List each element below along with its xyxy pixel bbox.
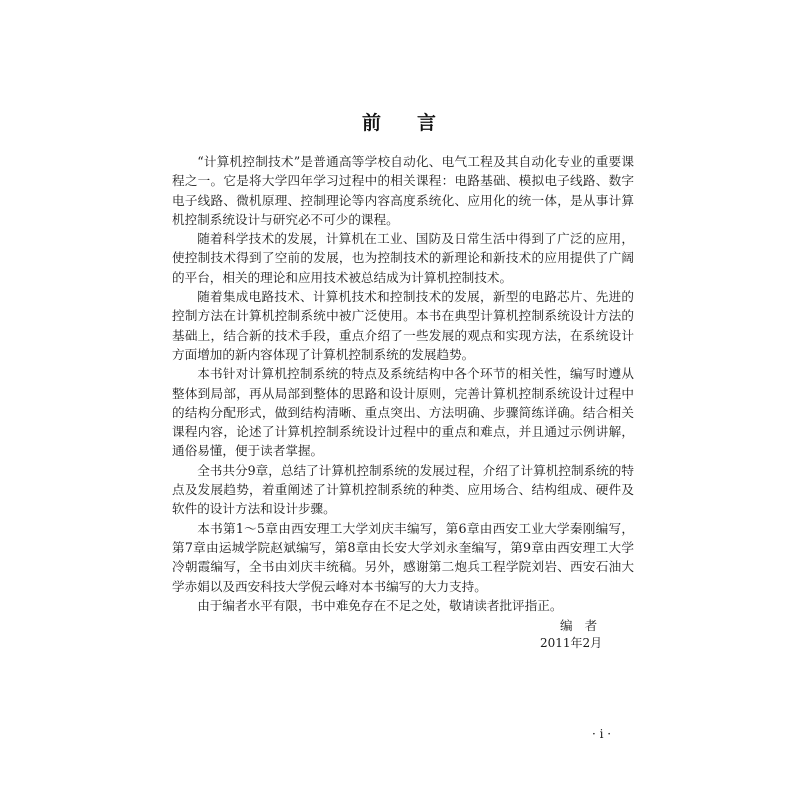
paragraph-5: 全书共分9章，总结了计算机控制系统的发展过程，介绍了计算机控制系统的特点及发展趋势，着重阐述了计算机控制系统的种类、应用场合、结构组成、硬件及软件的设计方法和设计步骤。: [172, 462, 634, 517]
preface-body: [172, 152, 634, 615]
paragraph-3: 随着集成电路技术、计算机技术和控制技术的发展，新型的电路芯片、先进的控制方法在计算机控制系统中被广泛使用。本书在典型计算机控制系统设计方法的基础上，结合新的技术手段，重点介绍了一些发展的观点和实现方法，在系统设计方面增加的新内容体现了计算机控制系统的发展趋势。: [172, 289, 634, 362]
title-char-2: 言: [417, 112, 439, 134]
page-title: [0, 108, 800, 135]
preface-date: 2011年2月: [540, 636, 603, 650]
paragraph-6: 本书第1～5章由西安理工大学刘庆丰编写，第6章由西安工业大学秦刚编写，第7章由运城学院赵斌编写，第8章由长安大学刘永奎编写，第9章由西安理工大学冷朝霞编写，全书由刘庆丰统稿。另外，感谢第二炮兵工程学院刘岩、西安石油大学赤娟以及西安科技大学倪云峰对本书编写的大力支持。: [172, 520, 634, 594]
paragraph-2: 随着科学技术的发展，计算机在工业、国防及日常生活中得到了广泛的应用，使控制技术得到了空前的发展，也为控制技术的新理论和新技术的应用提供了广阔的平台，相关的理论和应用技术被总结成为计算机控制技术。: [172, 231, 634, 285]
paragraph-1: “计算机控制技术”是普通高等学校自动化、电气工程及其自动化专业的重要课程之一。它是将大学四年学习过程中的相关课程：电路基础、模拟电子线路、数字电子线路、微机原理、控制理论等内容高度系统化、应用化的统一体，是从事计算机控制系统设计与研究必不可少的课程。: [172, 154, 634, 227]
title-char-1: 前: [361, 112, 383, 134]
paragraph-7: 由于编者水平有限，书中难免存在不足之处，敬请读者批评指正。: [197, 597, 563, 613]
paragraph-4: 本书针对计算机控制系统的特点及系统结构中各个环节的相关性，编写时遵从整体到局部，再从局部到整体的思路和设计原则，完善计算机控制系统设计过程中的结构分配形式，做到结构清晰、重点突出、方法明确、步骤简练详确。结合相关课程内容，论述了计算机控制系统设计过程中的重点和难点，并且通过示例讲解，通俗易懂，便于读者掌握。: [172, 366, 634, 459]
page-number: · i ·: [592, 727, 612, 741]
author-signature: 编者: [560, 618, 610, 633]
